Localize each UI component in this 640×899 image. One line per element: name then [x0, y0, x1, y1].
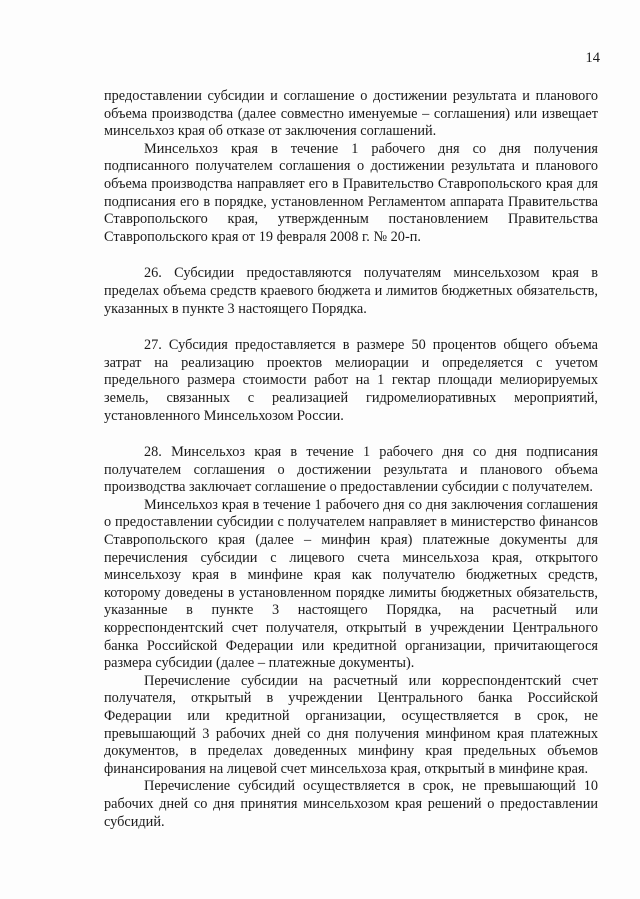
paragraph-item-26: 26. Субсидии предоставляются получателям минсельхозом края в пределах объема средств краевого бюджета и лимитов бюджетных обязательств, указанных в пункте 3 настоящего Порядка.	[104, 265, 598, 317]
paragraph-item-28: 28. Минсельхоз края в течение 1 рабочего дня со дня подписания получателем соглашения о достижении результата и планового объема производства заключает соглашение о предоставлении субсидии с получателем.	[104, 444, 598, 496]
paragraph-item-27: 27. Субсидия предоставляется в размере 50 процентов общего объема затрат на реализацию проектов мелиорации и определяется с учетом предельного размера стоимости работ на 1 гектар площади мелиорируемых земель, связанных с реализацией гидромелиоративных мероприятий, установленного Минсельхозом России.	[104, 337, 598, 424]
paragraph-transfer-deadline: Перечисление субсидий осуществляется в срок, не превышающий 10 рабочих дней со дня принятия минсельхозом края решений о предоставлении субсидий.	[104, 778, 598, 830]
paragraph-payment-documents: Минсельхоз края в течение 1 рабочего дня со дня заключения соглашения о предоставлении субсидии с получателем направляет в министерство финансов Ставропольского края (далее – минфин края) платежные документы для перечисления субсидии с лицевого счета минсельхоза края, открытого минсельхозу края в минфине края как получателю бюджетных средств, которому доведены в установленном порядке лимиты бюджетных обязательств, указанные в пункте 3 настоящего Порядка, на расчетный или корреспондентский счет получателя, открытый в учреждении Центрального банка Российской Федерации или кредитной организации, причитающегося размера субсидии (далее – платежные документы).	[104, 496, 598, 672]
paragraph-gap	[104, 246, 598, 265]
paragraph-signing-procedure: Минсельхоз края в течение 1 рабочего дня со дня получения подписанного получателем соглашения о достижении результата и планового объема производства направляет его в Правительство Ставропольского края для подписания его в порядке, установленном Регламентом аппарата Правительства Ставропольского края, утвержденным постановлением Правительства Ставропольского края от 19 февраля 2008 г. № 20-п.	[104, 140, 598, 245]
document-body	[104, 88, 598, 831]
page-number: 14	[585, 50, 600, 66]
paragraph-gap	[104, 425, 598, 444]
paragraph-gap	[104, 318, 598, 337]
paragraph-continuation: предоставлении субсидии и соглашение о достижении результата и планового объема производства (далее совместно именуемые – соглашения) или извещает минсельхоз края об отказе от заключения соглашений.	[104, 88, 598, 140]
paragraph-transfer-terms: Перечисление субсидии на расчетный или корреспондентский счет получателя, открытый в учреждении Центрального банка Российской Федерации или кредитной организации, осуществляется в срок, не превышающий 3 рабочих дней со дня получения минфином края платежных документов, в пределах доведенных минфину края предельных объемов финансирования на лицевой счет минсельхоза края, открытый в минфине края.	[104, 672, 598, 777]
